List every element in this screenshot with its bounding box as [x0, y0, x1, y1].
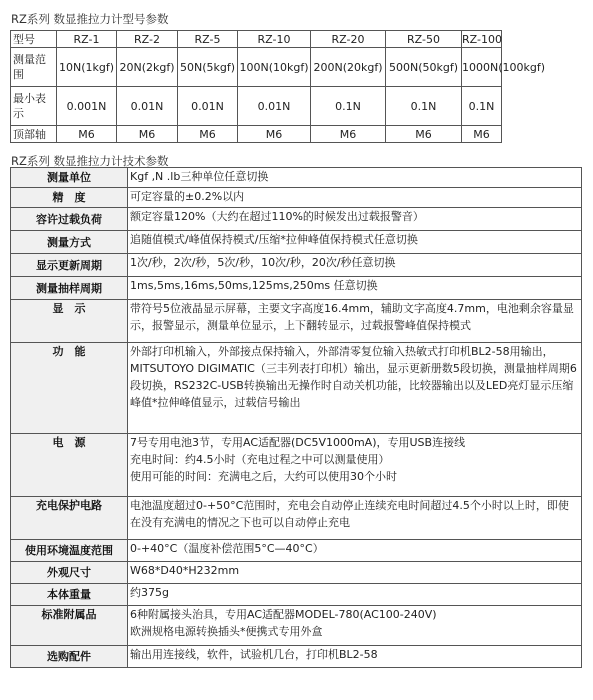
spec-row-mode [11, 231, 582, 254]
spec-label: 外观尺寸 [11, 562, 128, 584]
spec-label: 容许过载负荷 [11, 208, 128, 231]
thread-cell: M6 [462, 126, 502, 143]
range-cell: 200N(20kgf) [311, 48, 386, 87]
model-cell: RZ-50 [386, 31, 462, 48]
spec-label: 选购配件 [11, 646, 128, 668]
model-cell: RZ-1 [57, 31, 117, 48]
model-row [11, 31, 502, 48]
min-display-cell: 0.01N [117, 87, 178, 126]
spec-value-line: 欧洲规格电源转换插头*便携式专用外盒 [130, 625, 323, 638]
model-cell: RZ-2 [117, 31, 178, 48]
spec-value: 追随值模式/峰值保持模式/压缩*拉伸峰值保持模式任意切换 [128, 231, 582, 254]
spec-value: 约375g [128, 584, 582, 606]
spec-row-overload [11, 208, 582, 231]
model-cell: RZ-100 [462, 32, 502, 46]
thread-cell: M6 [117, 126, 178, 143]
row-header-range: 测量范围 [11, 48, 57, 87]
spec-row-options [11, 646, 582, 668]
spec-row-unit [11, 168, 582, 188]
spec-value [128, 606, 582, 646]
spec-value: 1ms,5ms,16ms,50ms,125ms,250ms 任意切换 [128, 277, 582, 300]
spec-value-line: 7号专用电池3节，专用AC适配器(DC5V1000mA)，专用USB连接线 [130, 436, 466, 449]
spec-label: 电 源 [11, 434, 128, 497]
range-cell: 100N(10kgf) [238, 48, 311, 87]
spec-value [128, 434, 582, 497]
spec-label: 本体重量 [11, 584, 128, 606]
spec-value: 带符号5位液晶显示屏幕，主要文字高度16.4mm，辅助文字高度4.7mm，电池剩余容量显示，报警显示，测量单位显示，上下翻转显示，过载报警峰值保持模式 [128, 300, 582, 343]
range-cell: 50N(5kgf) [178, 48, 238, 87]
min-display-cell: 0.001N [57, 87, 117, 126]
model-parameter-table [10, 30, 546, 143]
spec-row-display [11, 300, 582, 343]
spec-row-function [11, 343, 582, 434]
spec-value-line: 充电时间：约4.5小时（充电过程之中可以测量使用） [130, 453, 390, 466]
spec-label: 显 示 [11, 300, 128, 343]
spec-value: 可定容量的±0.2%以内 [128, 188, 582, 208]
spec-label: 标准附属品 [11, 606, 128, 646]
spec-value: W68*D40*H232mm [128, 562, 582, 584]
spec-value: 额定容量120%（大约在超过110%的时候发出过载报警音） [128, 208, 582, 231]
min-display-row [11, 87, 502, 126]
row-header-model: 型号 [11, 31, 57, 48]
spec-row-accessories [11, 606, 582, 646]
spec-label: 充电保护电路 [11, 497, 128, 540]
min-display-cell: 0.1N [386, 87, 462, 126]
range-cell: 1000N(100kgf) [462, 48, 502, 87]
thread-cell: M6 [57, 126, 117, 143]
spec-label: 测量单位 [11, 168, 128, 188]
range-cell: 10N(1kgf) [57, 48, 117, 87]
min-display-cell: 0.1N [311, 87, 386, 126]
spec-label: 精 度 [11, 188, 128, 208]
min-display-cell: 0.01N [178, 87, 238, 126]
spec-value: 1次/秒，2次/秒，5次/秒，10次/秒，20次/秒任意切换 [128, 254, 582, 277]
spec-label: 功 能 [11, 343, 128, 434]
row-header-thread: 顶部轴 [11, 126, 57, 143]
spec-row-sampling [11, 277, 582, 300]
spec-value: Kgf ,N .lb三种单位任意切换 [128, 168, 582, 188]
min-display-cell: 0.01N [238, 87, 311, 126]
spec-value: 输出用连接线，软件，试验机几台，打印机BL2-58 [128, 646, 582, 668]
spec-row-power [11, 434, 582, 497]
thread-cell: M6 [311, 126, 386, 143]
spec-label: 显示更新周期 [11, 254, 128, 277]
model-cell: RZ-20 [311, 31, 386, 48]
model-cell: RZ-10 [238, 31, 311, 48]
spec-row-dimensions [11, 562, 582, 584]
spec-row-accuracy [11, 188, 582, 208]
row-header-min-display: 最小表示 [11, 87, 57, 126]
min-display-cell: 0.1N [462, 87, 502, 126]
spec-label: 测量方式 [11, 231, 128, 254]
spec-value: 外部打印机输入，外部接点保持输入，外部清零复位输入热敏式打印机BL2-58用输出，MITSUTOYO DIGIMATIC（三丰列表打印机）输出，显示更新册数5段切换，测量抽样周期6段切换，RS232C-USB转换输出无操作时自动关机功能，比较器输出以及LED亮灯显示压缩峰值*拉伸峰值显示，过载信号输出 [128, 343, 582, 434]
spec-row-refresh [11, 254, 582, 277]
spec-row-charge-protect [11, 497, 582, 540]
spec-label: 测量抽样周期 [11, 277, 128, 300]
range-row [11, 48, 502, 87]
thread-cell: M6 [386, 126, 462, 143]
technical-spec-table [10, 167, 582, 668]
spec-row-temperature [11, 540, 582, 562]
model-cell: RZ-5 [178, 31, 238, 48]
spec-label: 使用环境温度范围 [11, 540, 128, 562]
thread-cell: M6 [238, 126, 311, 143]
range-cell: 20N(2kgf) [117, 48, 178, 87]
spec-table-title: RZ系列 数显推拉力计技术参数 [11, 154, 169, 168]
spec-value-line: 使用可能的时间：充满电之后，大约可以使用30个小时 [130, 470, 397, 483]
model-table-title: RZ系列 数显推拉力计型号参数 [11, 12, 169, 26]
thread-row [11, 126, 502, 143]
spec-value: 电池温度超过0-+50°C范围时，充电会自动停止连续充电时间超过4.5个小时以上时，即使在没有充满电的情况之下也可以自动停止充电 [128, 497, 582, 540]
spec-value: 0-+40°C（温度补偿范围5°C—40°C） [128, 540, 582, 562]
spec-row-weight [11, 584, 582, 606]
spec-value-line: 6种附属接头治具，专用AC适配器MODEL-780(AC100-240V) [130, 608, 437, 621]
range-cell: 500N(50kgf) [386, 48, 462, 87]
thread-cell: M6 [178, 126, 238, 143]
